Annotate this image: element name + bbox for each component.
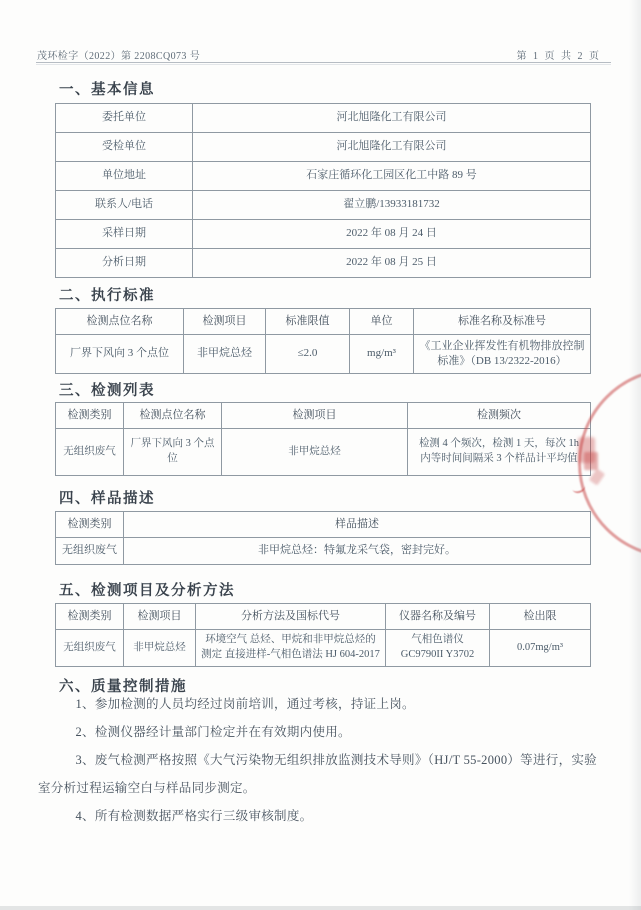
- cell-value: 翟立鹏/13933181732: [193, 191, 591, 220]
- column-header: 检测点位名称: [56, 309, 184, 335]
- basic-info-table: [55, 103, 591, 278]
- cell-value: 石家庄循环化工园区化工中路 89 号: [193, 162, 591, 191]
- table-row: [56, 220, 591, 249]
- cell-label: 联系人/电话: [56, 191, 193, 220]
- column-header: 检测项目: [184, 309, 266, 335]
- cell-category: 无组织废气: [56, 538, 124, 565]
- table-header-row: [56, 512, 591, 538]
- cell-value: 2022 年 08 月 24 日: [193, 220, 591, 249]
- section-title-detection-list: 三、检测列表: [59, 383, 155, 399]
- qc-item: 3、废气检测严格按照《大气污染物无组织排放监测技术导则》（HJ/T 55-2000）等进行，实验室分析过程运输空白与样品同步测定。: [38, 753, 597, 795]
- cell-value: 河北旭隆化工有限公司: [193, 104, 591, 133]
- column-header: 检测频次: [408, 403, 591, 429]
- cell-item: 非甲烷总烃: [184, 335, 266, 374]
- section-title-analysis-methods: 五、检测项目及分析方法: [59, 583, 235, 599]
- cell-category: 无组织废气: [56, 630, 124, 667]
- column-header: 检测类别: [56, 604, 124, 630]
- table-row: [56, 249, 591, 278]
- header-rule: [36, 62, 611, 63]
- table-row: [56, 630, 591, 667]
- quality-control-list: [38, 690, 602, 830]
- cell-point: 厂界下风向 3 个点位: [124, 429, 222, 476]
- cell-label: 委托单位: [56, 104, 193, 133]
- stamp-text-smudge: [584, 452, 598, 470]
- column-header: 检测类别: [56, 512, 124, 538]
- cell-item: 非甲烷总烃: [124, 630, 196, 667]
- table-header-row: [56, 604, 591, 630]
- column-header: 检测类别: [56, 403, 124, 429]
- column-header: 标准限值: [266, 309, 350, 335]
- cell-label: 分析日期: [56, 249, 193, 278]
- column-header: 样品描述: [124, 512, 591, 538]
- table-row: [56, 335, 591, 374]
- standards-table: [55, 308, 591, 374]
- qc-item: 1、参加检测的人员均经过岗前培训，通过考核，持证上岗。: [75, 697, 415, 711]
- cell-instrument: 气相色谱仪 GC9790II Y3702: [386, 630, 490, 667]
- column-header: 单位: [350, 309, 414, 335]
- cell-frequency: 检测 4 个频次，检测 1 天，每次 1h 内等时间间隔采 3 个样品计平均值: [408, 429, 591, 476]
- scan-edge-right: [629, 0, 641, 910]
- column-header: 检出限: [490, 604, 591, 630]
- section-title-standards: 二、执行标准: [59, 288, 155, 304]
- header-page-indicator: 第 1 页 共 2 页: [516, 51, 601, 62]
- table-row: [56, 133, 591, 162]
- table-row: [56, 104, 591, 133]
- detection-list-table: [55, 402, 591, 476]
- cell-label: 受检单位: [56, 133, 193, 162]
- column-header: 标准名称及标准号: [414, 309, 591, 335]
- section-title-sample-description: 四、样品描述: [59, 491, 155, 507]
- qc-item: 2、检测仪器经计量部门检定并在有效期内使用。: [75, 725, 351, 739]
- cell-description: 非甲烷总烃：特氟龙采气袋，密封完好。: [124, 538, 591, 565]
- table-header-row: [56, 403, 591, 429]
- section-title-basic-info: 一、基本信息: [59, 82, 155, 98]
- table-row: [56, 162, 591, 191]
- sample-description-table: [55, 511, 591, 565]
- cell-standard: 《工业企业挥发性有机物排放控制标准》（DB 13/2322-2016）: [414, 335, 591, 374]
- column-header: 检测项目: [222, 403, 408, 429]
- cell-item: 非甲烷总烃: [222, 429, 408, 476]
- analysis-methods-table: [55, 603, 591, 667]
- cell-value: 河北旭隆化工有限公司: [193, 133, 591, 162]
- column-header: 检测点位名称: [124, 403, 222, 429]
- table-row: [56, 429, 591, 476]
- cell-detection-limit: 0.07mg/m³: [490, 630, 591, 667]
- cell-label: 采样日期: [56, 220, 193, 249]
- table-header-row: [56, 309, 591, 335]
- table-row: [56, 538, 591, 565]
- cell-unit: mg/m³: [350, 335, 414, 374]
- header-doc-number: 茂环检字（2022）第 2208CQ073 号: [37, 51, 201, 62]
- column-header: 仪器名称及编号: [386, 604, 490, 630]
- cell-method: 环境空气 总烃、甲烷和非甲烷总烃的测定 直接进样-气相色谱法 HJ 604-2017: [196, 630, 386, 667]
- cell-limit: ≤2.0: [266, 335, 350, 374]
- column-header: 分析方法及国标代号: [196, 604, 386, 630]
- cell-label: 单位地址: [56, 162, 193, 191]
- cell-category: 无组织废气: [56, 429, 124, 476]
- section-title-quality-control: 六、质量控制措施: [59, 679, 187, 695]
- qc-item: 4、所有检测数据严格实行三级审核制度。: [75, 809, 313, 823]
- table-row: [56, 191, 591, 220]
- cell-value: 2022 年 08 月 25 日: [193, 249, 591, 278]
- cell-point: 厂界下风向 3 个点位: [56, 335, 184, 374]
- scan-edge-bottom: [0, 906, 641, 910]
- column-header: 检测项目: [124, 604, 196, 630]
- header-rule-shadow: [36, 64, 611, 65]
